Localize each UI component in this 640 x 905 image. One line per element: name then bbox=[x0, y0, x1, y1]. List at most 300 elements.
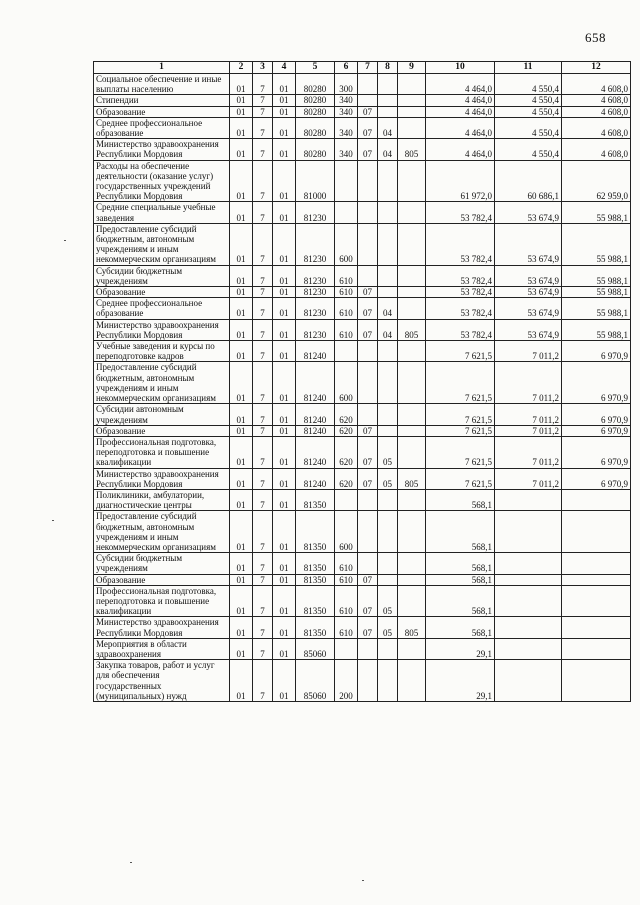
item-name: Образование bbox=[94, 287, 230, 298]
code-9 bbox=[398, 265, 426, 286]
code-3: 7 bbox=[253, 362, 273, 404]
code-4: 01 bbox=[273, 341, 296, 362]
code-5: 85060 bbox=[296, 660, 335, 702]
code-7 bbox=[358, 95, 378, 106]
code-3: 7 bbox=[253, 298, 273, 319]
amount-12 bbox=[562, 553, 631, 574]
code-7: 07 bbox=[358, 117, 378, 138]
item-name: Субсидии бюджетным учреждениям bbox=[94, 265, 230, 286]
code-5: 81240 bbox=[296, 341, 335, 362]
code-2: 01 bbox=[230, 202, 253, 223]
code-5: 81230 bbox=[296, 319, 335, 340]
amount-12: 4 608,0 bbox=[562, 106, 631, 117]
code-8: 05 bbox=[378, 617, 398, 638]
code-4: 01 bbox=[273, 404, 296, 425]
code-5: 81350 bbox=[296, 553, 335, 574]
amount-10: 53 782,4 bbox=[426, 265, 495, 286]
item-name: Закупка товаров, работ и услуг для обеспечения государственных (муниципальных) нужд bbox=[94, 660, 230, 702]
code-7: 07 bbox=[358, 585, 378, 617]
amount-11: 53 674,9 bbox=[495, 265, 562, 286]
code-4: 01 bbox=[273, 106, 296, 117]
item-name: Мероприятия в области здравоохранения bbox=[94, 638, 230, 659]
amount-12: 55 988,1 bbox=[562, 298, 631, 319]
code-3: 7 bbox=[253, 160, 273, 202]
amount-10: 568,1 bbox=[426, 511, 495, 553]
code-9: 805 bbox=[398, 468, 426, 489]
code-9 bbox=[398, 553, 426, 574]
code-2: 01 bbox=[230, 574, 253, 585]
code-2: 01 bbox=[230, 585, 253, 617]
code-6: 610 bbox=[335, 574, 358, 585]
amount-12: 6 970,9 bbox=[562, 404, 631, 425]
code-2: 01 bbox=[230, 362, 253, 404]
item-name: Министерство здравоохранения Республики Мордовия bbox=[94, 468, 230, 489]
code-3: 7 bbox=[253, 139, 273, 160]
amount-10: 29,1 bbox=[426, 638, 495, 659]
code-7: 07 bbox=[358, 468, 378, 489]
code-2: 01 bbox=[230, 436, 253, 468]
code-9 bbox=[398, 95, 426, 106]
amount-10: 7 621,5 bbox=[426, 404, 495, 425]
code-2: 01 bbox=[230, 404, 253, 425]
amount-10: 568,1 bbox=[426, 553, 495, 574]
table-row bbox=[94, 404, 631, 425]
code-9 bbox=[398, 160, 426, 202]
item-name: Расходы на обеспечение деятельности (оказание услуг) государственных учреждений Республики Мордовия bbox=[94, 160, 230, 202]
amount-11: 60 686,1 bbox=[495, 160, 562, 202]
code-6: 610 bbox=[335, 298, 358, 319]
amount-12: 6 970,9 bbox=[562, 468, 631, 489]
code-8 bbox=[378, 95, 398, 106]
item-name: Министерство здравоохранения Республики Мордовия bbox=[94, 617, 230, 638]
amount-12 bbox=[562, 617, 631, 638]
code-2: 01 bbox=[230, 106, 253, 117]
table-row bbox=[94, 617, 631, 638]
code-4: 01 bbox=[273, 319, 296, 340]
code-6 bbox=[335, 489, 358, 510]
code-6: 620 bbox=[335, 468, 358, 489]
code-8: 05 bbox=[378, 468, 398, 489]
code-2: 01 bbox=[230, 298, 253, 319]
code-9 bbox=[398, 585, 426, 617]
item-name: Среднее профессиональное образование bbox=[94, 117, 230, 138]
code-5: 81240 bbox=[296, 468, 335, 489]
code-5: 81350 bbox=[296, 585, 335, 617]
column-header-10: 10 bbox=[426, 62, 495, 74]
code-3: 7 bbox=[253, 574, 273, 585]
code-8 bbox=[378, 660, 398, 702]
table-row bbox=[94, 287, 631, 298]
amount-12: 6 970,9 bbox=[562, 341, 631, 362]
code-5: 81230 bbox=[296, 202, 335, 223]
code-7 bbox=[358, 160, 378, 202]
code-6: 340 bbox=[335, 106, 358, 117]
code-3: 7 bbox=[253, 404, 273, 425]
code-4: 01 bbox=[273, 139, 296, 160]
code-6: 300 bbox=[335, 74, 358, 95]
code-5: 80280 bbox=[296, 139, 335, 160]
amount-11: 7 011,2 bbox=[495, 404, 562, 425]
code-9: 805 bbox=[398, 617, 426, 638]
code-7 bbox=[358, 74, 378, 95]
code-8 bbox=[378, 341, 398, 362]
code-4: 01 bbox=[273, 362, 296, 404]
code-5: 81240 bbox=[296, 362, 335, 404]
code-7: 07 bbox=[358, 574, 378, 585]
code-8 bbox=[378, 287, 398, 298]
code-4: 01 bbox=[273, 585, 296, 617]
item-name: Министерство здравоохранения Республики Мордовия bbox=[94, 319, 230, 340]
code-2: 01 bbox=[230, 489, 253, 510]
code-9 bbox=[398, 489, 426, 510]
scan-speck bbox=[52, 520, 54, 521]
code-8 bbox=[378, 265, 398, 286]
table-row bbox=[94, 341, 631, 362]
amount-12 bbox=[562, 511, 631, 553]
amount-10: 7 621,5 bbox=[426, 362, 495, 404]
code-8 bbox=[378, 425, 398, 436]
code-7 bbox=[358, 660, 378, 702]
table-row bbox=[94, 553, 631, 574]
code-8: 04 bbox=[378, 319, 398, 340]
code-3: 7 bbox=[253, 74, 273, 95]
code-2: 01 bbox=[230, 660, 253, 702]
code-6 bbox=[335, 202, 358, 223]
code-5: 85060 bbox=[296, 638, 335, 659]
amount-10: 4 464,0 bbox=[426, 117, 495, 138]
table-row bbox=[94, 139, 631, 160]
column-header-3: 3 bbox=[253, 62, 273, 74]
code-8 bbox=[378, 638, 398, 659]
item-name: Социальное обеспечение и иные выплаты населению bbox=[94, 74, 230, 95]
code-4: 01 bbox=[273, 95, 296, 106]
amount-11: 53 674,9 bbox=[495, 202, 562, 223]
amount-11 bbox=[495, 585, 562, 617]
code-8 bbox=[378, 106, 398, 117]
code-4: 01 bbox=[273, 436, 296, 468]
page-number: 658 bbox=[585, 30, 606, 45]
code-2: 01 bbox=[230, 553, 253, 574]
code-9 bbox=[398, 202, 426, 223]
code-3: 7 bbox=[253, 511, 273, 553]
code-7 bbox=[358, 638, 378, 659]
amount-12: 6 970,9 bbox=[562, 436, 631, 468]
column-header-8: 8 bbox=[378, 62, 398, 74]
code-7 bbox=[358, 553, 378, 574]
code-4: 01 bbox=[273, 617, 296, 638]
item-name: Поликлиники, амбулатории, диагностические центры bbox=[94, 489, 230, 510]
amount-11: 7 011,2 bbox=[495, 468, 562, 489]
table-body bbox=[94, 74, 631, 702]
code-9 bbox=[398, 436, 426, 468]
code-6: 600 bbox=[335, 223, 358, 265]
item-name: Стипендии bbox=[94, 95, 230, 106]
code-6: 340 bbox=[335, 117, 358, 138]
code-6 bbox=[335, 160, 358, 202]
amount-10: 53 782,4 bbox=[426, 223, 495, 265]
amount-11: 4 550,4 bbox=[495, 95, 562, 106]
amount-12: 6 970,9 bbox=[562, 362, 631, 404]
code-8: 04 bbox=[378, 298, 398, 319]
amount-12 bbox=[562, 660, 631, 702]
code-8 bbox=[378, 362, 398, 404]
code-8 bbox=[378, 223, 398, 265]
code-3: 7 bbox=[253, 341, 273, 362]
code-6: 620 bbox=[335, 425, 358, 436]
column-header-7: 7 bbox=[358, 62, 378, 74]
table-row bbox=[94, 489, 631, 510]
amount-11 bbox=[495, 511, 562, 553]
code-4: 01 bbox=[273, 468, 296, 489]
amount-10: 4 464,0 bbox=[426, 106, 495, 117]
code-2: 01 bbox=[230, 319, 253, 340]
item-name: Учебные заведения и курсы по переподготовке кадров bbox=[94, 341, 230, 362]
code-7: 07 bbox=[358, 298, 378, 319]
amount-12 bbox=[562, 489, 631, 510]
code-6: 610 bbox=[335, 617, 358, 638]
code-6: 620 bbox=[335, 404, 358, 425]
code-3: 7 bbox=[253, 265, 273, 286]
amount-10: 29,1 bbox=[426, 660, 495, 702]
item-name: Министерство здравоохранения Республики Мордовия bbox=[94, 139, 230, 160]
code-4: 01 bbox=[273, 160, 296, 202]
code-4: 01 bbox=[273, 298, 296, 319]
table-row bbox=[94, 660, 631, 702]
code-7 bbox=[358, 511, 378, 553]
table-row bbox=[94, 223, 631, 265]
code-2: 01 bbox=[230, 95, 253, 106]
budget-table bbox=[93, 61, 631, 702]
code-5: 81230 bbox=[296, 223, 335, 265]
code-9: 805 bbox=[398, 319, 426, 340]
code-9 bbox=[398, 404, 426, 425]
code-6: 340 bbox=[335, 139, 358, 160]
code-4: 01 bbox=[273, 574, 296, 585]
amount-11: 7 011,2 bbox=[495, 341, 562, 362]
table-row bbox=[94, 362, 631, 404]
code-7 bbox=[358, 362, 378, 404]
code-5: 81230 bbox=[296, 298, 335, 319]
code-7: 07 bbox=[358, 319, 378, 340]
code-8 bbox=[378, 511, 398, 553]
amount-10: 4 464,0 bbox=[426, 74, 495, 95]
code-9 bbox=[398, 74, 426, 95]
amount-12 bbox=[562, 638, 631, 659]
table-row bbox=[94, 319, 631, 340]
code-6: 600 bbox=[335, 511, 358, 553]
code-3: 7 bbox=[253, 287, 273, 298]
code-4: 01 bbox=[273, 660, 296, 702]
code-9 bbox=[398, 362, 426, 404]
code-3: 7 bbox=[253, 638, 273, 659]
amount-12 bbox=[562, 585, 631, 617]
code-3: 7 bbox=[253, 95, 273, 106]
amount-11: 7 011,2 bbox=[495, 425, 562, 436]
amount-12: 4 608,0 bbox=[562, 74, 631, 95]
amount-11: 7 011,2 bbox=[495, 436, 562, 468]
item-name: Среднее профессиональное образование bbox=[94, 298, 230, 319]
amount-11: 53 674,9 bbox=[495, 223, 562, 265]
code-4: 01 bbox=[273, 287, 296, 298]
column-header-2: 2 bbox=[230, 62, 253, 74]
code-9 bbox=[398, 223, 426, 265]
table-row bbox=[94, 298, 631, 319]
code-9 bbox=[398, 660, 426, 702]
code-9 bbox=[398, 341, 426, 362]
amount-10: 4 464,0 bbox=[426, 95, 495, 106]
column-header-11: 11 bbox=[495, 62, 562, 74]
code-5: 81350 bbox=[296, 574, 335, 585]
code-5: 81240 bbox=[296, 404, 335, 425]
amount-11: 4 550,4 bbox=[495, 139, 562, 160]
code-9 bbox=[398, 511, 426, 553]
amount-11 bbox=[495, 489, 562, 510]
table-row bbox=[94, 265, 631, 286]
scan-speck bbox=[64, 240, 66, 241]
code-2: 01 bbox=[230, 160, 253, 202]
code-3: 7 bbox=[253, 553, 273, 574]
code-3: 7 bbox=[253, 585, 273, 617]
item-name: Средние специальные учебные заведения bbox=[94, 202, 230, 223]
code-9 bbox=[398, 287, 426, 298]
code-6: 600 bbox=[335, 362, 358, 404]
code-6: 610 bbox=[335, 553, 358, 574]
amount-10: 568,1 bbox=[426, 489, 495, 510]
amount-11 bbox=[495, 638, 562, 659]
code-6: 610 bbox=[335, 265, 358, 286]
item-name: Предоставление субсидий бюджетным, автономным учреждениям и иным некоммерческим организациям bbox=[94, 223, 230, 265]
column-header-12: 12 bbox=[562, 62, 631, 74]
amount-12 bbox=[562, 574, 631, 585]
table-row bbox=[94, 95, 631, 106]
code-2: 01 bbox=[230, 74, 253, 95]
code-3: 7 bbox=[253, 202, 273, 223]
code-5: 81350 bbox=[296, 489, 335, 510]
table-row bbox=[94, 106, 631, 117]
code-3: 7 bbox=[253, 660, 273, 702]
amount-10: 7 621,5 bbox=[426, 436, 495, 468]
code-2: 01 bbox=[230, 341, 253, 362]
code-2: 01 bbox=[230, 265, 253, 286]
code-7: 07 bbox=[358, 425, 378, 436]
column-header-4: 4 bbox=[273, 62, 296, 74]
header-row bbox=[94, 62, 631, 74]
code-3: 7 bbox=[253, 436, 273, 468]
table-row bbox=[94, 585, 631, 617]
amount-10: 7 621,5 bbox=[426, 425, 495, 436]
code-4: 01 bbox=[273, 489, 296, 510]
code-4: 01 bbox=[273, 425, 296, 436]
code-6 bbox=[335, 638, 358, 659]
code-2: 01 bbox=[230, 287, 253, 298]
amount-12: 4 608,0 bbox=[562, 139, 631, 160]
amount-11: 4 550,4 bbox=[495, 74, 562, 95]
code-2: 01 bbox=[230, 223, 253, 265]
amount-12: 4 608,0 bbox=[562, 95, 631, 106]
code-5: 80280 bbox=[296, 95, 335, 106]
code-7 bbox=[358, 265, 378, 286]
code-5: 81240 bbox=[296, 436, 335, 468]
code-4: 01 bbox=[273, 117, 296, 138]
amount-12: 55 988,1 bbox=[562, 265, 631, 286]
code-4: 01 bbox=[273, 202, 296, 223]
code-7: 07 bbox=[358, 436, 378, 468]
table-row bbox=[94, 468, 631, 489]
amount-11 bbox=[495, 617, 562, 638]
code-9 bbox=[398, 425, 426, 436]
code-7: 07 bbox=[358, 139, 378, 160]
amount-11: 4 550,4 bbox=[495, 117, 562, 138]
code-8 bbox=[378, 404, 398, 425]
code-7 bbox=[358, 223, 378, 265]
amount-10: 53 782,4 bbox=[426, 202, 495, 223]
code-3: 7 bbox=[253, 617, 273, 638]
code-8 bbox=[378, 74, 398, 95]
code-2: 01 bbox=[230, 425, 253, 436]
code-7 bbox=[358, 202, 378, 223]
code-9 bbox=[398, 106, 426, 117]
amount-10: 4 464,0 bbox=[426, 139, 495, 160]
code-8 bbox=[378, 489, 398, 510]
code-6: 620 bbox=[335, 436, 358, 468]
code-9 bbox=[398, 574, 426, 585]
column-header-9: 9 bbox=[398, 62, 426, 74]
table-row bbox=[94, 160, 631, 202]
amount-11 bbox=[495, 553, 562, 574]
code-3: 7 bbox=[253, 468, 273, 489]
amount-11: 7 011,2 bbox=[495, 362, 562, 404]
code-8: 05 bbox=[378, 436, 398, 468]
amount-12: 6 970,9 bbox=[562, 425, 631, 436]
amount-12: 55 988,1 bbox=[562, 287, 631, 298]
code-5: 81000 bbox=[296, 160, 335, 202]
item-name: Образование bbox=[94, 574, 230, 585]
code-5: 81230 bbox=[296, 287, 335, 298]
item-name: Предоставление субсидий бюджетным, автономным учреждениям и иным некоммерческим организациям bbox=[94, 362, 230, 404]
item-name: Предоставление субсидий бюджетным, автономным учреждениям и иным некоммерческим организациям bbox=[94, 511, 230, 553]
code-7 bbox=[358, 341, 378, 362]
code-2: 01 bbox=[230, 511, 253, 553]
amount-10: 7 621,5 bbox=[426, 468, 495, 489]
item-name: Профессиональная подготовка, переподготовка и повышение квалификации bbox=[94, 436, 230, 468]
table-row bbox=[94, 117, 631, 138]
amount-10: 568,1 bbox=[426, 574, 495, 585]
code-5: 80280 bbox=[296, 106, 335, 117]
column-header-1: 1 bbox=[94, 62, 230, 74]
amount-11 bbox=[495, 574, 562, 585]
code-5: 81350 bbox=[296, 617, 335, 638]
table-row bbox=[94, 202, 631, 223]
amount-12: 55 988,1 bbox=[562, 223, 631, 265]
table-row bbox=[94, 638, 631, 659]
table-row bbox=[94, 511, 631, 553]
column-header-6: 6 bbox=[335, 62, 358, 74]
item-name: Субсидии бюджетным учреждениям bbox=[94, 553, 230, 574]
scan-speck bbox=[130, 862, 132, 863]
code-5: 80280 bbox=[296, 74, 335, 95]
code-6: 610 bbox=[335, 287, 358, 298]
amount-11 bbox=[495, 660, 562, 702]
code-7 bbox=[358, 404, 378, 425]
code-2: 01 bbox=[230, 117, 253, 138]
code-7: 07 bbox=[358, 106, 378, 117]
table-row bbox=[94, 574, 631, 585]
code-9 bbox=[398, 298, 426, 319]
code-4: 01 bbox=[273, 74, 296, 95]
code-8 bbox=[378, 160, 398, 202]
amount-11: 53 674,9 bbox=[495, 319, 562, 340]
amount-12: 62 959,0 bbox=[562, 160, 631, 202]
